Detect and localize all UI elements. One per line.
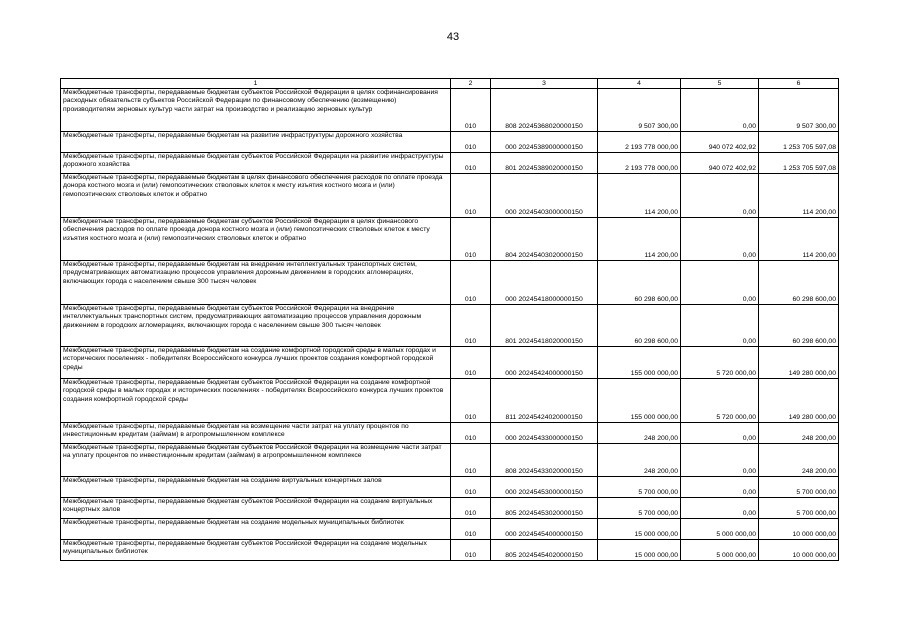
- row-remaining: 248 200,00: [759, 444, 839, 477]
- row-executed: 0,00: [681, 305, 759, 347]
- row-remaining: 149 280 000,00: [759, 347, 839, 379]
- row-description: Межбюджетные трансферты, передаваемые бюджетам на создание модельных муниципальных библиотек: [61, 519, 451, 540]
- table-row: [61, 218, 839, 261]
- row-description: Межбюджетные трансферты, передаваемые бюджетам в целях финансового обеспечения расходов по оплате проезда донора костного мозга и (или) гемопоэтических стволовых клеток к месту изъятия костного мозга и (или) гемопоэтических стволовых клеток и обратно: [61, 174, 451, 218]
- row-executed: 0,00: [681, 218, 759, 261]
- row-remaining: 1 253 705 597,08: [759, 132, 839, 153]
- row-executed: 0,00: [681, 423, 759, 444]
- table-row: [61, 261, 839, 305]
- row-code: 010: [451, 498, 491, 519]
- row-remaining: 5 700 000,00: [759, 477, 839, 498]
- row-approved: 2 193 778 000,00: [598, 153, 681, 174]
- row-executed: 940 072 402,92: [681, 153, 759, 174]
- page-number: 43: [446, 31, 460, 43]
- row-code: 010: [451, 423, 491, 444]
- column-header-2: 2: [451, 79, 491, 89]
- row-budget-code: 000 20245454000000150: [491, 519, 598, 540]
- row-description: Межбюджетные трансферты, передаваемые бюджетам субъектов Российской Федерации на развитие инфраструктуры дорожного хозяйства: [61, 153, 451, 174]
- row-budget-code: 805 20245454020000150: [491, 540, 598, 561]
- row-remaining: 114 200,00: [759, 174, 839, 218]
- row-executed: 0,00: [681, 444, 759, 477]
- row-budget-code: 808 20245368020000150: [491, 89, 598, 132]
- row-description: Межбюджетные трансферты, передаваемые бюджетам на внедрение интеллектуальных транспортных систем, предусматривающих автоматизацию процессов управления дорожным движением в городских агломерациях, включающих города с населением свыше 300 тысяч человек: [61, 261, 451, 305]
- row-approved: 155 000 000,00: [598, 347, 681, 379]
- table-row: [61, 423, 839, 444]
- row-approved: 114 200,00: [598, 218, 681, 261]
- row-executed: 0,00: [681, 174, 759, 218]
- row-description: Межбюджетные трансферты, передаваемые бюджетам субъектов Российской Федерации на возмещение части затрат на уплату процентов по инвестиционным кредитам (займам) в агропромышленном комплексе: [61, 444, 451, 477]
- row-budget-code: 000 20245403000000150: [491, 174, 598, 218]
- table-row: [61, 305, 839, 347]
- row-code: 010: [451, 477, 491, 498]
- row-executed: 0,00: [681, 477, 759, 498]
- table-row: [61, 519, 839, 540]
- table-row: [61, 347, 839, 379]
- table-row: [61, 174, 839, 218]
- row-approved: 9 507 300,00: [598, 89, 681, 132]
- row-approved: 5 700 000,00: [598, 498, 681, 519]
- row-remaining: 5 700 000,00: [759, 498, 839, 519]
- row-budget-code: 804 20245403020000150: [491, 218, 598, 261]
- row-executed: 5 720 000,00: [681, 347, 759, 379]
- row-remaining: 149 280 000,00: [759, 379, 839, 423]
- row-budget-code: 000 20245453000000150: [491, 477, 598, 498]
- row-executed: 5 720 000,00: [681, 379, 759, 423]
- table-row: [61, 477, 839, 498]
- row-budget-code: 801 20245389020000150: [491, 153, 598, 174]
- row-description: Межбюджетные трансферты, передаваемые бюджетам субъектов Российской Федерации на создание комфортной городской среды в малых городах и исторических поселениях - победителях Всероссийского конкурса лучших проектов создания комфортной городской среды: [61, 379, 451, 423]
- row-description: Межбюджетные трансферты, передаваемые бюджетам на развитие инфраструктуры дорожного хозяйства: [61, 132, 451, 153]
- row-remaining: 60 298 600,00: [759, 305, 839, 347]
- row-code: 010: [451, 174, 491, 218]
- row-remaining: 60 298 600,00: [759, 261, 839, 305]
- row-description: Межбюджетные трансферты, передаваемые бюджетам субъектов Российской Федерации на создание виртуальных концертных залов: [61, 498, 451, 519]
- row-code: 010: [451, 519, 491, 540]
- row-remaining: 10 000 000,00: [759, 540, 839, 561]
- row-remaining: 114 200,00: [759, 218, 839, 261]
- row-budget-code: 000 20245424000000150: [491, 347, 598, 379]
- row-description: Межбюджетные трансферты, передаваемые бюджетам на создание комфортной городской среды в малых городах и исторических поселениях - победителях Всероссийского конкурса лучших проектов создания комфортной городской среды: [61, 347, 451, 379]
- row-budget-code: 801 20245418020000150: [491, 305, 598, 347]
- row-approved: 2 193 778 000,00: [598, 132, 681, 153]
- row-description: Межбюджетные трансферты, передаваемые бюджетам субъектов Российской Федерации в целях софинансирования расходных обязательств субъектов Российской Федерации по финансовому обеспечению (возмещению) производителям зерновых культур части затрат на производство и реализацию зерновых культур: [61, 89, 451, 132]
- row-remaining: 10 000 000,00: [759, 519, 839, 540]
- row-description: Межбюджетные трансферты, передаваемые бюджетам на создание виртуальных концертных залов: [61, 477, 451, 498]
- table-row: [61, 379, 839, 423]
- row-remaining: 1 253 705 597,08: [759, 153, 839, 174]
- table-row: [61, 132, 839, 153]
- row-code: 010: [451, 379, 491, 423]
- row-executed: 0,00: [681, 498, 759, 519]
- table-row: [61, 498, 839, 519]
- table-row: [61, 444, 839, 477]
- row-remaining: 9 507 300,00: [759, 89, 839, 132]
- row-code: 010: [451, 132, 491, 153]
- row-approved: 248 200,00: [598, 423, 681, 444]
- row-budget-code: 000 20245389000000150: [491, 132, 598, 153]
- row-approved: 155 000 000,00: [598, 379, 681, 423]
- row-code: 010: [451, 540, 491, 561]
- row-approved: 15 000 000,00: [598, 519, 681, 540]
- table-row: [61, 540, 839, 561]
- row-code: 010: [451, 89, 491, 132]
- budget-table: [60, 78, 839, 561]
- row-approved: 248 200,00: [598, 444, 681, 477]
- row-budget-code: 000 20245418000000150: [491, 261, 598, 305]
- row-code: 010: [451, 261, 491, 305]
- row-code: 010: [451, 218, 491, 261]
- row-description: Межбюджетные трансферты, передаваемые бюджетам субъектов Российской Федерации в целях финансового обеспечения расходов по оплате проезда донора костного мозга и (или) гемопоэтических стволовых клеток к месту изъятия костного мозга и (или) гемопоэтических стволовых клеток и обратно: [61, 218, 451, 261]
- row-approved: 5 700 000,00: [598, 477, 681, 498]
- row-code: 010: [451, 305, 491, 347]
- table-row: [61, 89, 839, 132]
- column-header-3: 3: [491, 79, 598, 89]
- row-executed: 5 000 000,00: [681, 540, 759, 561]
- row-approved: 15 000 000,00: [598, 540, 681, 561]
- table-row: [61, 153, 839, 174]
- row-approved: 60 298 600,00: [598, 305, 681, 347]
- row-executed: 0,00: [681, 89, 759, 132]
- row-remaining: 248 200,00: [759, 423, 839, 444]
- row-code: 010: [451, 153, 491, 174]
- row-code: 010: [451, 347, 491, 379]
- row-budget-code: 805 20245453020000150: [491, 498, 598, 519]
- row-description: Межбюджетные трансферты, передаваемые бюджетам на возмещение части затрат на уплату процентов по инвестиционным кредитам (займам) в агропромышленном комплексе: [61, 423, 451, 444]
- column-header-5: 5: [681, 79, 759, 89]
- row-description: Межбюджетные трансферты, передаваемые бюджетам субъектов Российской Федерации на внедрение интеллектуальных транспортных систем, предусматривающих автоматизацию процессов управления дорожным движением в городских агломерациях, включающих города с населением свыше 300 тысяч человек: [61, 305, 451, 347]
- row-code: 010: [451, 444, 491, 477]
- row-budget-code: 000 20245433000000150: [491, 423, 598, 444]
- column-header-6: 6: [759, 79, 839, 89]
- row-executed: 0,00: [681, 261, 759, 305]
- row-executed: 5 000 000,00: [681, 519, 759, 540]
- column-header-1: 1: [61, 79, 451, 89]
- header-row: [61, 79, 839, 89]
- row-approved: 114 200,00: [598, 174, 681, 218]
- column-header-4: 4: [598, 79, 681, 89]
- row-description: Межбюджетные трансферты, передаваемые бюджетам субъектов Российской Федерации на создание модельных муниципальных библиотек: [61, 540, 451, 561]
- row-budget-code: 808 20245433020000150: [491, 444, 598, 477]
- row-executed: 940 072 402,92: [681, 132, 759, 153]
- row-approved: 60 298 600,00: [598, 261, 681, 305]
- row-budget-code: 811 20245424020000150: [491, 379, 598, 423]
